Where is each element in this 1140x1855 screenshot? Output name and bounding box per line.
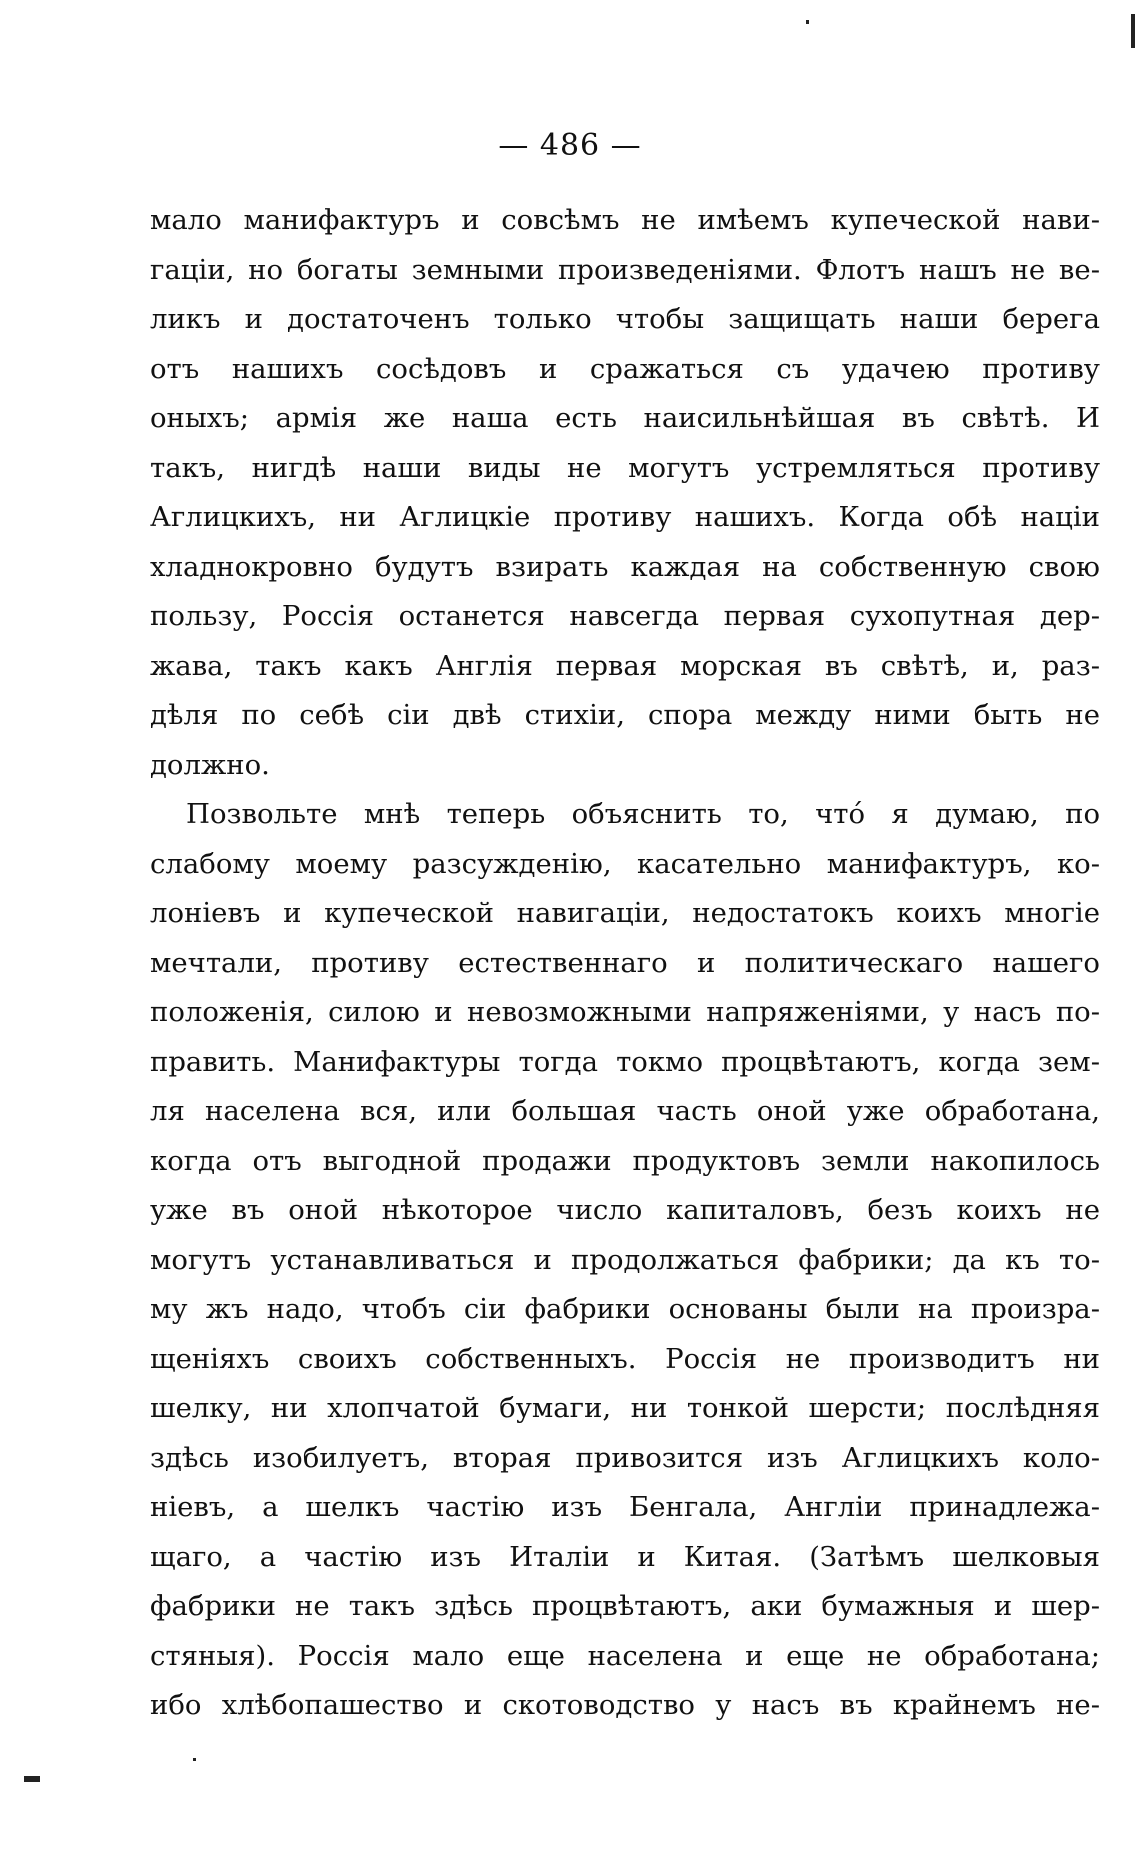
text-line: ликъ и достаточенъ только чтобы защищать наши берега	[150, 303, 1100, 335]
scan-speck	[806, 20, 809, 24]
scan-speck	[24, 1776, 40, 1782]
text-line: щеніяхъ своихъ собственныхъ. Россія не производитъ ни	[150, 1342, 1100, 1375]
text-line: лоніевъ и купеческой навигаціи, недостатокъ коихъ многіе	[150, 897, 1100, 929]
text-line: ля населена вся, или большая часть оной уже обработана,	[150, 1095, 1100, 1127]
text-line: Аглицкихъ, ни Аглицкіе противу нашихъ. Когда обѣ націи	[150, 501, 1100, 533]
scan-speck	[1131, 14, 1135, 48]
text-line: править. Манифактуры тогда токмо процвѣтаютъ, когда зем-	[150, 1045, 1100, 1078]
text-line: дѣля по себѣ сіи двѣ стихіи, спора между ними быть не	[150, 699, 1100, 731]
paragraph-end-line: должно.	[150, 748, 270, 781]
text-line: стяныя). Россія мало еще населена и еще не обработана;	[150, 1639, 1100, 1672]
text-line: щаго, а частію изъ Италіи и Китая. (Затѣмъ шелковыя	[150, 1540, 1100, 1573]
text-line: му жъ надо, чтобъ сіи фабрики основаны были на произра-	[150, 1293, 1100, 1325]
text-line: могутъ устанавливаться и продолжаться фабрики; да къ то-	[150, 1243, 1100, 1276]
text-line: оныхъ; армія же наша есть наисильнѣйшая въ свѣтѣ. И	[150, 402, 1100, 434]
scan-speck	[193, 1758, 196, 1761]
text-line: такъ, нигдѣ наши виды не могутъ устремляться противу	[150, 451, 1100, 484]
text-line: ніевъ, а шелкъ частію изъ Бенгала, Англіи принадлежа-	[150, 1491, 1100, 1523]
text-line: жава, такъ какъ Англія первая морская въ свѣтѣ, и, раз-	[150, 649, 1100, 682]
text-line: фабрики не такъ здѣсь процвѣтаютъ, аки бумажныя и шер-	[150, 1590, 1100, 1622]
text-line: пользу, Россія останется навсегда первая сухопутная дер-	[150, 600, 1100, 632]
page-number: — 486 —	[498, 128, 642, 163]
text-line: ибо хлѣбопашество и скотоводство у насъ въ крайнемъ не-	[150, 1689, 1100, 1721]
text-line: отъ нашихъ сосѣдовъ и сражаться съ удачею противу	[150, 352, 1100, 385]
text-line: гаціи, но богаты земными произведеніями. Флотъ нашъ не ве-	[150, 253, 1100, 286]
text-line: когда отъ выгодной продажи продуктовъ земли накопилось	[150, 1144, 1100, 1177]
text-line: здѣсь изобилуетъ, вторая привозится изъ Аглицкихъ коло-	[150, 1441, 1100, 1474]
text-line: положенія, силою и невозможными напряженіями, у насъ по-	[150, 996, 1100, 1028]
paragraph-start-line: Позвольте мнѣ теперь объяснить то, что́ я думаю, по	[186, 798, 1100, 830]
body-text	[150, 196, 1100, 1731]
text-line: шелку, ни хлопчатой бумаги, ни тонкой шерсти; послѣдняя	[150, 1392, 1100, 1424]
text-line: уже въ оной нѣкоторое число капиталовъ, безъ коихъ не	[150, 1194, 1100, 1226]
text-line: мечтали, противу естественнаго и политическаго нашего	[150, 946, 1100, 979]
text-line: слабому моему разсужденію, касательно манифактуръ, ко-	[150, 847, 1100, 880]
text-line: хладнокровно будутъ взирать каждая на собственную свою	[150, 550, 1100, 583]
text-line: мало манифактуръ и совсѣмъ не имѣемъ купеческой нави-	[150, 204, 1100, 236]
